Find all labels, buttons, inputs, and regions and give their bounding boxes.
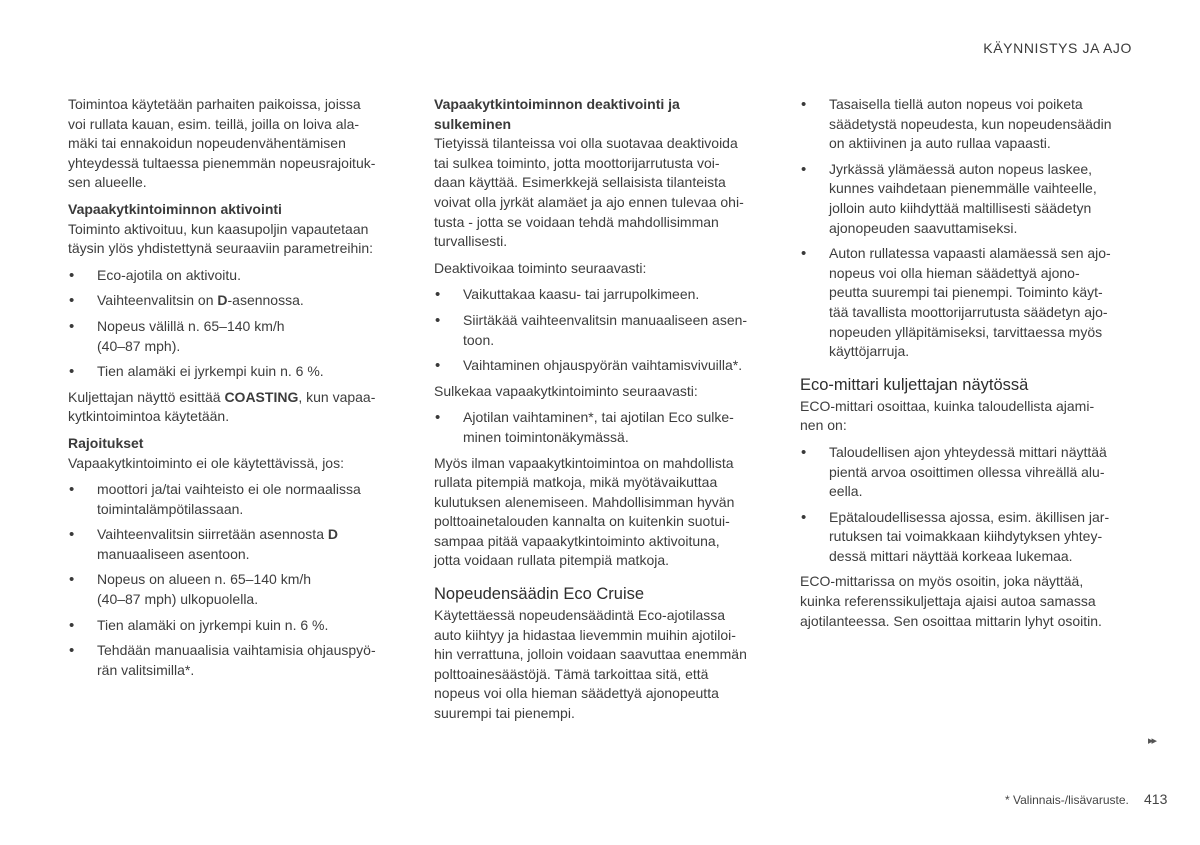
list-item [68, 616, 403, 636]
eco-meter-list [800, 443, 1135, 567]
list-item [68, 317, 403, 356]
list-item: • Siirtäkää vaihteenvalitsin manuaaliseen asen- toon. [434, 311, 769, 350]
list-item: • Tasaisella tiellä auton nopeus voi poiketa säädetystä nopeudesta, kun nopeudensäädin on aktiivinen ja auto rullaa vapaasti. [800, 95, 1135, 154]
eco-cruise-list [800, 95, 1135, 362]
list-item [68, 291, 403, 311]
paragraph-text: Kuljettajan näyttö esittää [68, 388, 225, 405]
list-item-text: Tien alamäki on jyrkempi kuin n. 6 %. [97, 616, 329, 633]
list-item: • Jyrkässä ylämäessä auton nopeus laskee, kunnes vaihdetaan pienemmälle vaihteelle, jolloin auto kiihdyttää maltillisesti säädetyn ajonopeuden saavuttamiseksi. [800, 160, 1135, 238]
deactivation-subheading: Vapaakytkintoiminnon deaktivointi ja sulkeminen [434, 96, 680, 132]
activation-list [68, 266, 403, 382]
coasting-label: COASTING [224, 388, 299, 405]
paragraph-text: , kun vapaa- kytkintoimintoa käytetään. [68, 388, 376, 425]
column-left [68, 95, 403, 686]
close-list [434, 408, 769, 447]
page-number: 413 [1144, 791, 1168, 807]
limits-list [68, 480, 403, 680]
list-item: • Epätaloudellisessa ajossa, esim. äkillisen jar- rutuksen tai voimakkaan kiihdytyksen yhtey- dessä mittari näyttää korkeaa lukemaa. [800, 508, 1135, 567]
list-item: • Vaikuttakaa kaasu- tai jarrupolkimeen. [434, 285, 769, 305]
list-item-text: Eco-ajotila on aktivoitu. [97, 266, 241, 283]
list-item-text: Nopeus välillä n. 65–140 km/h (40–87 mph). [97, 317, 285, 354]
coasting-paragraph [68, 388, 403, 427]
limits-subheading: Rajoitukset [68, 434, 144, 451]
activation-paragraph: Toiminto aktivoituu, kun kaasupoljin vapautetaan täysin ylös yhdistettynä seuraaviin parametreihin: [68, 220, 374, 257]
eco-meter-heading: Eco-mittari kuljettajan näytössä [800, 375, 1029, 394]
list-item: • Vaihtaminen ohjauspyörän vaihtamisvivuilla*. [434, 356, 769, 376]
list-item-text: manuaaliseen asentoon. [97, 545, 250, 562]
list-item-text: Vaihteenvalitsin siirretään asennosta [97, 526, 328, 543]
eco-meter-paragraph: ECO-mittari osoittaa, kuinka taloudellista ajami- nen on: [800, 397, 1095, 434]
list-item [68, 480, 403, 519]
intro-paragraph: Toimintoa käytetään parhaiten paikoissa, joissa voi rullata kauan, esim. teillä, joilla on loiva ala- mäki tai ennakoidun nopeudenvähentämisen yhteydessä tultaessa pienemmän nopeusrajoituk- sen alueelle. [68, 96, 376, 191]
list-item-text: moottori ja/tai vaihteisto ei ole normaalissa toimintalämpötilassaan. [97, 481, 361, 517]
list-item: • Auton rullatessa vapaasti alamäessä sen ajo- nopeus voi olla hieman säädettyä ajono- peutta suurempi tai pienempi. Toiminto käyt- tää tavallista moottorijarrutusta säädetyn ajo- nopeuden ylläpitämiseksi, tarvittaessa myös käyttöjarruja. [800, 244, 1135, 362]
eco-cruise-heading: Nopeudensäädin Eco Cruise [434, 585, 645, 604]
gear-position-label: D [327, 526, 339, 543]
close-paragraph: Myös ilman vapaakytkintoimintoa on mahdollista rullata pitempiä matkoja, mikä myötävaikuttaa kulutuksen alenemiseen. Mahdollisimman hyvän polttoainetalouden kannalta on kuitenkin suotui- sampaa pitää vapaakytkintoiminto aktivoituna, jotta voidaan rullata pitempiä matkoja. [434, 454, 735, 569]
eco-cruise-paragraph: Käytettäessä nopeudensäädintä Eco-ajotilassa auto kiihtyy ja hidastaa lievemmin muihin ajotiloi- hin verrattuna, jolloin voidaan saavuttaa enemmän polttoainesäästöjä. Tämä tarkoittaa sitä, että nopeus voi olla hieman säädettyä ajonopeutta suurempi tai pienempi. [434, 607, 747, 722]
section-header: KÄYNNISTYS JA AJO [983, 40, 1132, 56]
list-item [68, 641, 403, 680]
footnote: * Valinnais-/lisävaruste. [1005, 793, 1129, 807]
eco-meter-footer-paragraph: ECO-mittarissa on myös osoitin, joka näyttää, kuinka referenssikuljettaja ajaisi autoa samassa ajotilanteessa. Sen osoittaa mittarin lyhyt osoitin. [800, 573, 1102, 629]
column-middle [434, 95, 769, 731]
limits-paragraph: Vapaakytkintoiminto ei ole käytettävissä, jos: [68, 454, 344, 471]
close-intro: Sulkekaa vapaakytkintoiminto seuraavasti: [434, 382, 698, 399]
list-item [68, 525, 403, 564]
list-item-text: -asennossa. [227, 292, 304, 309]
gear-position-label: D [217, 292, 228, 309]
deactivation-intro: Deaktivoikaa toiminto seuraavasti: [434, 259, 647, 276]
list-item-text: Vaihteenvalitsin on [97, 292, 218, 309]
deactivation-paragraph: Tietyissä tilanteissa voi olla suotavaa deaktivoida tai sulkea toiminto, jotta moottorijarrutusta voi- daan käyttää. Esimerkkejä sellaisista tilanteista voivat olla jyrkät alamäet ja ajo ennen tulevaa ohi- tusta - jotta se voidaan tehdä mahdollisimman turvallisesti. [434, 135, 744, 250]
list-item-text: Tehdään manuaalisia vaihtamisia ohjauspyö- rän valitsimilla*. [97, 642, 376, 678]
list-item [68, 362, 403, 382]
deactivation-list [434, 285, 769, 375]
list-item-text: Nopeus on alueen n. 65–140 km/h (40–87 mph) ulkopuolella. [97, 571, 312, 608]
activation-subheading: Vapaakytkintoiminnon aktivointi [68, 200, 282, 217]
list-item [68, 266, 403, 286]
column-right [800, 95, 1135, 638]
list-item-text: Tien alamäki ei jyrkempi kuin n. 6 %. [97, 363, 324, 380]
list-item: • Taloudellisen ajon yhteydessä mittari näyttää pientä arvoa osoittimen ollessa vihreällä alu- eella. [800, 443, 1135, 502]
list-item: • Ajotilan vaihtaminen*, tai ajotilan Eco sulke- minen toimintonäkymässä. [434, 408, 769, 447]
list-item [68, 570, 403, 609]
continue-arrows-icon: ▸▸ [1148, 735, 1156, 747]
